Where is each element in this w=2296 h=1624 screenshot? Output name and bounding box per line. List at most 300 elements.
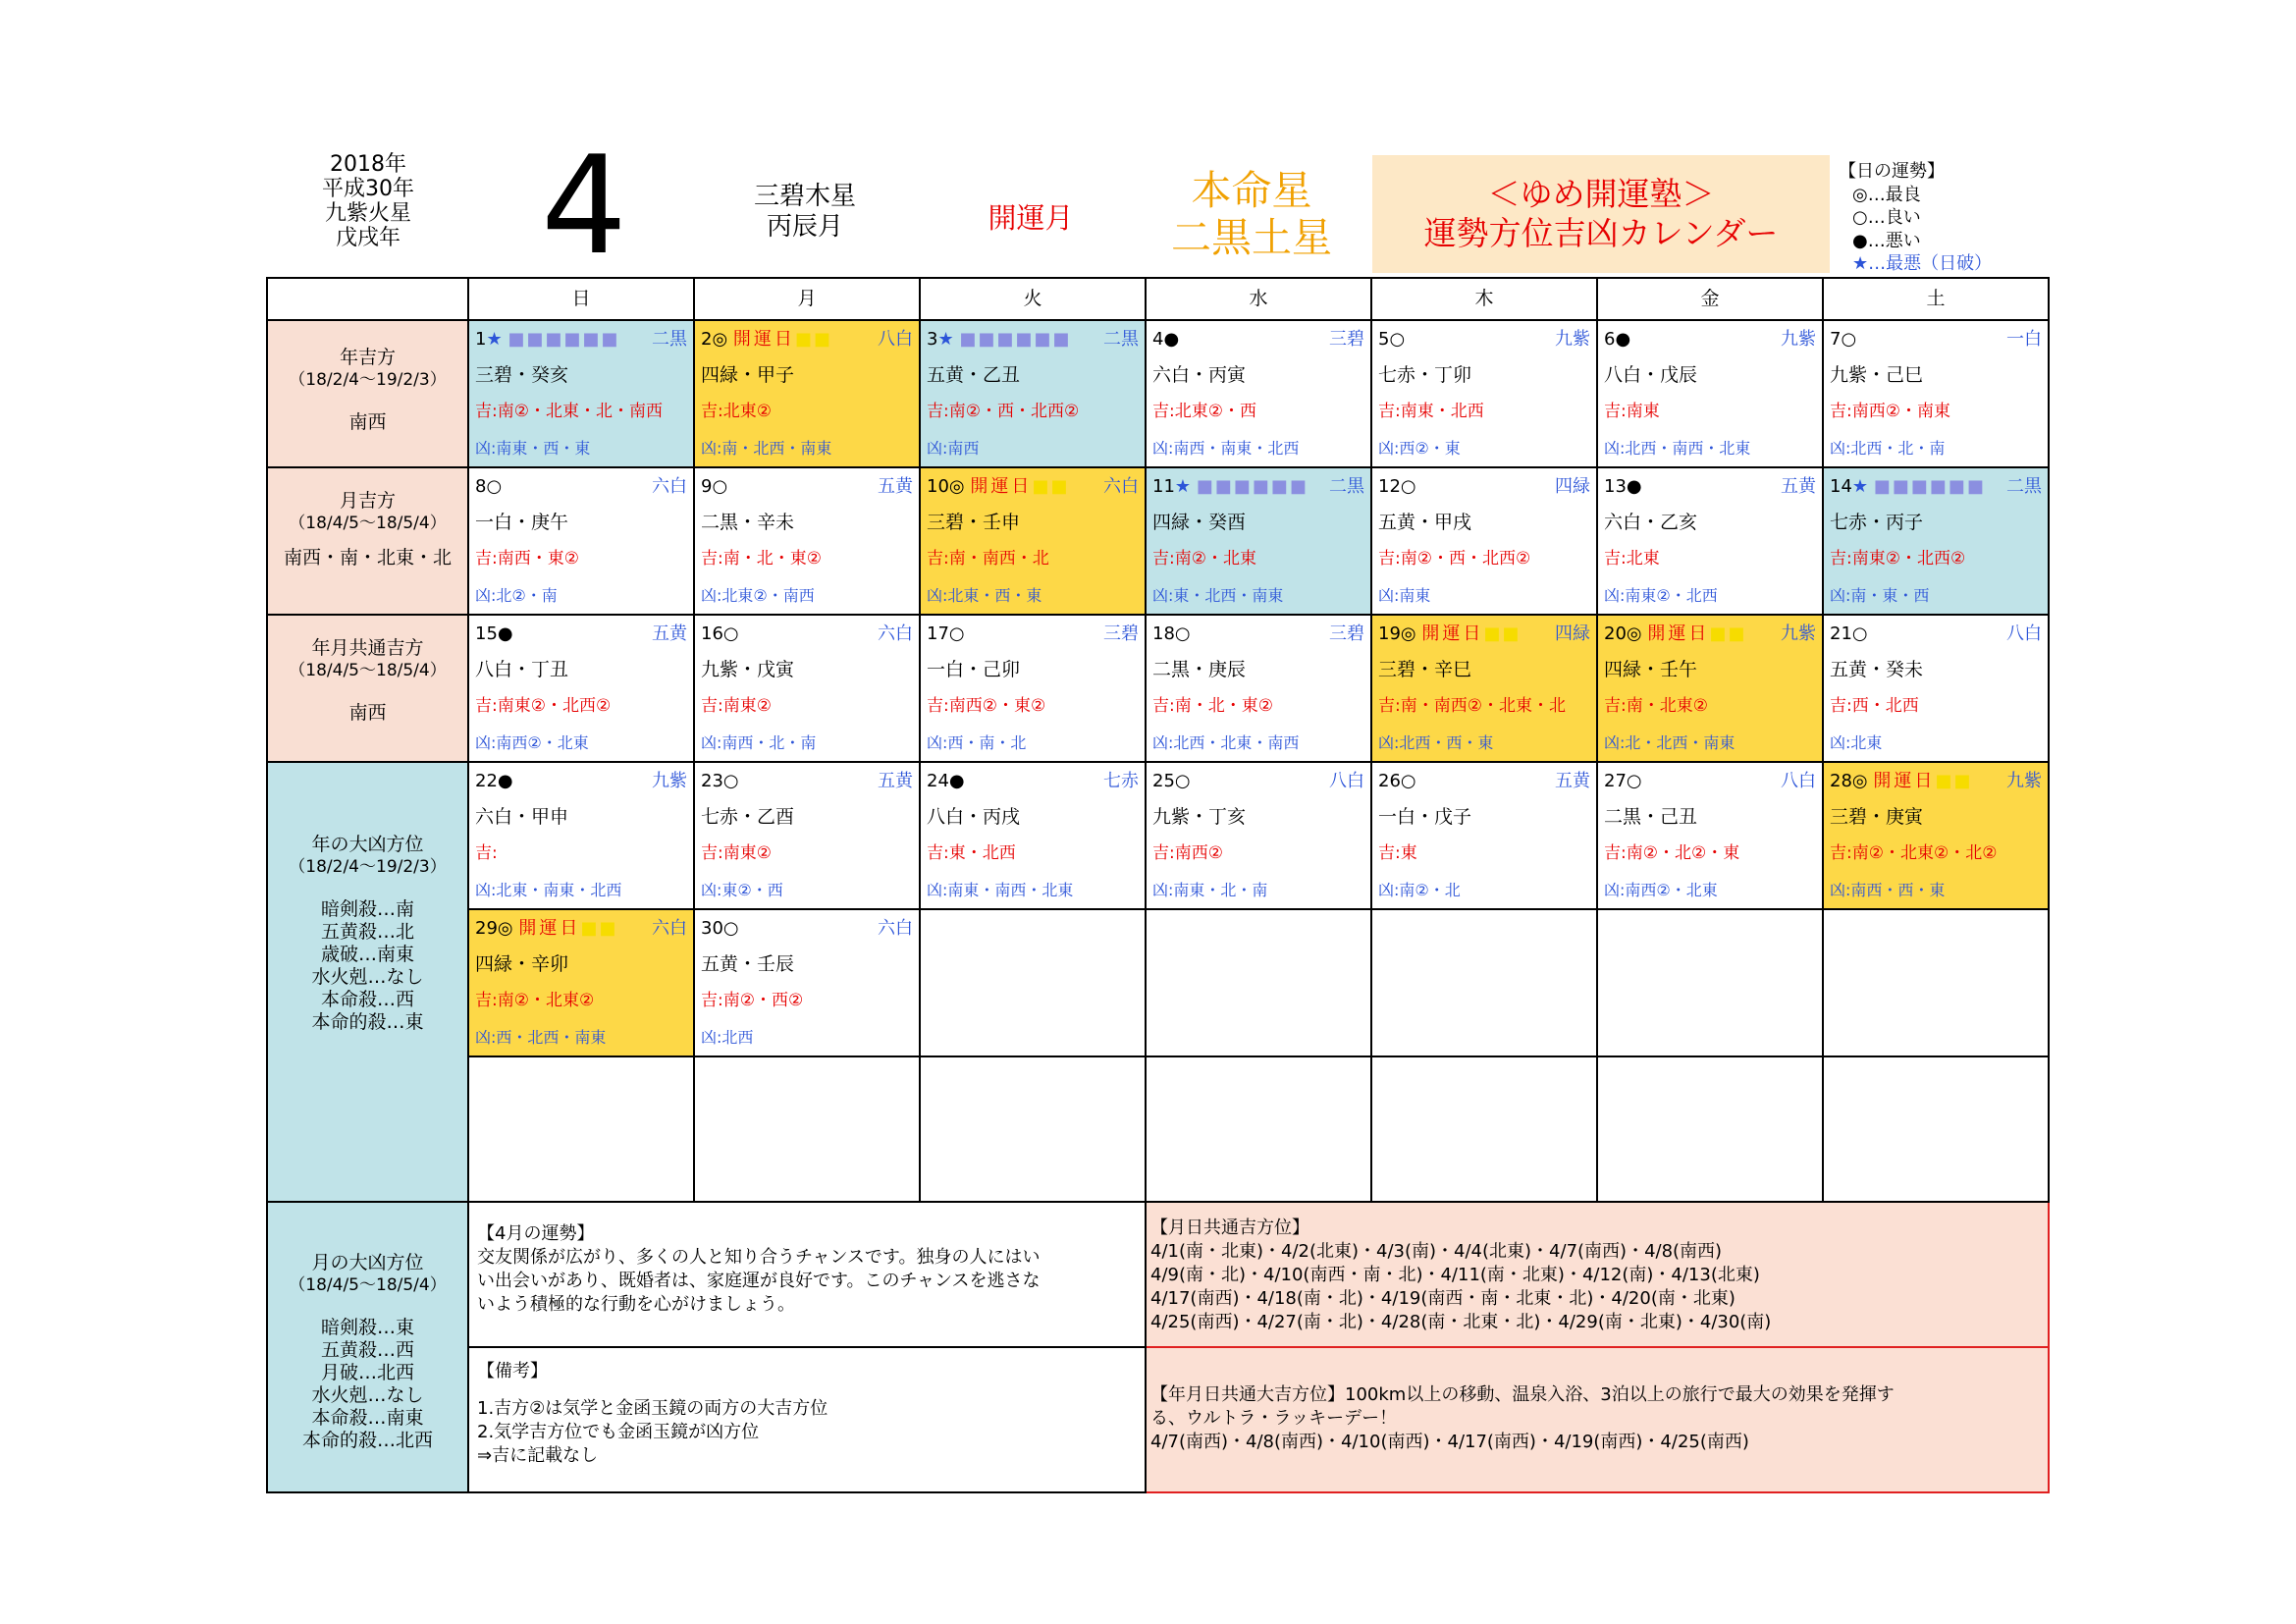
- day-kanshi: 九紫・丁亥: [1152, 806, 1247, 828]
- day-cell: [1597, 615, 1823, 762]
- worst-day-bars: ■■■■■■: [959, 329, 1072, 350]
- day-kanshi: 二黒・庚辰: [1152, 659, 1247, 680]
- corner-cell: [267, 278, 468, 320]
- day-kichi: 吉:南②・北東・北・南西: [475, 402, 663, 421]
- kyotsu-line: 4/25(南西)・4/27(南・北)・4/28(南・北東・北)・4/29(南・北東)・4/30(南): [1150, 1312, 1772, 1332]
- day-kanshi: 二黒・己丑: [1604, 806, 1698, 828]
- calendar-title: [1372, 155, 1830, 273]
- day-kanshi: 一白・庚午: [475, 512, 569, 533]
- day-star: 九紫: [652, 771, 687, 791]
- day-kanshi: 八白・丙戌: [927, 806, 1021, 828]
- day-star: 二黒: [1103, 329, 1139, 350]
- day-kanshi: 五黄・壬辰: [701, 953, 795, 975]
- luck-month-label: 開運月: [988, 201, 1074, 235]
- day-kanshi: 五黄・癸未: [1830, 659, 1924, 680]
- kyotsu-kichi-side: [267, 615, 468, 762]
- day-kichi: 吉:北東②・西: [1152, 402, 1256, 421]
- nen-kichi-side: [267, 320, 468, 467]
- fortune-mark: ◎: [948, 476, 965, 497]
- day-number: 5: [1378, 329, 1390, 350]
- kaiun-bars: ■■: [1483, 623, 1522, 644]
- fortune-mark: ●: [1163, 329, 1180, 350]
- fortune-mark: ◎: [1851, 771, 1868, 791]
- fortune-mark: ★: [1851, 476, 1869, 497]
- day-cell: [694, 909, 920, 1056]
- day-header: [1372, 468, 1596, 505]
- day-kyo: 凶:北西・南西・北東: [1604, 439, 1751, 458]
- side-item: 歳破…南東: [320, 944, 414, 965]
- fortune-mark: ◎: [712, 329, 728, 350]
- empty-day-cell: [920, 909, 1146, 1056]
- empty-day-cell: [1371, 909, 1597, 1056]
- day-kyo: 凶:南西②・北東: [475, 733, 589, 752]
- day-kanshi: 四緑・甲子: [701, 364, 795, 386]
- day-cell: [1371, 762, 1597, 909]
- day-number: 15: [475, 623, 498, 644]
- day-cell: [468, 615, 694, 762]
- day-kyo: 凶:南東・西・東: [475, 439, 591, 458]
- legend-worst: ★…最悪（日破）: [1852, 253, 1993, 274]
- day-kichi: 吉:南東②・北西②: [1830, 549, 1966, 568]
- fortune-mark: ○: [1174, 771, 1191, 791]
- kaiun-day-label: 開運日: [1647, 623, 1710, 644]
- day-header: [469, 321, 693, 357]
- day-cell: [920, 320, 1146, 467]
- day-kyo: 凶:北西: [701, 1028, 754, 1047]
- day-cell: [1597, 320, 1823, 467]
- day-star: 四緑: [1555, 476, 1590, 497]
- day-kanshi: 五黄・乙丑: [927, 364, 1021, 386]
- day-star: 八白: [2006, 623, 2042, 644]
- weekday-label: 火: [920, 278, 1146, 320]
- fortune-mark: ★: [486, 329, 503, 350]
- weekday-label: 月: [694, 278, 920, 320]
- empty-day-cell: [920, 1056, 1146, 1202]
- day-kyo: 凶:南東・南西・北東: [927, 881, 1074, 899]
- day-kyo: 凶:南西: [927, 439, 980, 458]
- day-kichi: 吉:北東: [1604, 549, 1660, 568]
- side-range: （18/4/5～18/5/4）: [289, 1275, 447, 1295]
- empty-day-cell: [1371, 1056, 1597, 1202]
- biko-line: ⇒吉に記載なし: [477, 1445, 599, 1466]
- day-star: 五黄: [1781, 476, 1816, 497]
- day-kyo: 凶:南西・西・東: [1830, 881, 1946, 899]
- day-number: 30: [701, 918, 723, 939]
- daikichi-line: 4/7(南西)・4/8(南西)・4/10(南西)・4/17(南西)・4/19(南西)・4/25(南西): [1150, 1432, 1749, 1452]
- kaiun-bars: ■■: [580, 918, 618, 939]
- day-kyo: 凶:北西・西・東: [1378, 733, 1494, 752]
- fortune-mark: ○: [1841, 329, 1857, 350]
- day-star: 六白: [1103, 476, 1139, 497]
- daikichi-box: [1146, 1347, 2049, 1492]
- day-cell: [1371, 615, 1597, 762]
- day-star: 三碧: [1103, 623, 1139, 644]
- day-kyo: 凶:西・南・北: [927, 733, 1027, 752]
- day-header: [1147, 763, 1370, 799]
- day-star: 八白: [1329, 771, 1364, 791]
- day-number: 20: [1604, 623, 1627, 644]
- side-item: 暗剣殺…南: [320, 898, 414, 920]
- empty-day-cell: [1597, 1056, 1823, 1202]
- weekday-header: [267, 278, 2049, 320]
- day-number: 24: [927, 771, 949, 791]
- day-kyo: 凶:南・東・西: [1830, 586, 1930, 605]
- fortune-line: いよう積極的な行動を心がけましょう。: [477, 1294, 795, 1315]
- day-header: [1372, 763, 1596, 799]
- day-star: 二黒: [2006, 476, 2042, 497]
- fortune-title: 【4月の運勢】: [477, 1223, 595, 1244]
- day-star: 五黄: [1555, 771, 1590, 791]
- fortune-mark: ●: [948, 771, 965, 791]
- day-header: [1824, 616, 2048, 652]
- day-star: 三碧: [1329, 329, 1364, 350]
- day-cell: [920, 762, 1146, 909]
- month-star-line: 三碧木星: [753, 182, 856, 211]
- day-header: [1372, 616, 1596, 652]
- day-number: 27: [1604, 771, 1627, 791]
- day-number: 29: [475, 918, 498, 939]
- fortune-mark: ○: [722, 918, 739, 939]
- day-kichi: 吉:: [475, 843, 498, 863]
- fortune-mark: ●: [1626, 476, 1642, 497]
- side-item: 暗剣殺…東: [320, 1317, 414, 1338]
- kaiun-day-label: 開運日: [970, 476, 1033, 497]
- day-kichi: 吉:南②・西・北西②: [927, 402, 1080, 421]
- day-kyo: 凶:南西・北・南: [701, 733, 817, 752]
- side-item: 本命的殺…東: [311, 1011, 424, 1033]
- side-range: （18/2/4～19/2/3）: [289, 857, 447, 877]
- day-kyo: 凶:南東・北・南: [1152, 881, 1268, 899]
- day-header: [1598, 321, 1822, 357]
- day-kanshi: 六白・乙亥: [1604, 512, 1698, 533]
- kyotsu-line: 4/9(南・北)・4/10(南西・南・北)・4/11(南・北東)・4/12(南)・4/13(北東): [1150, 1265, 1760, 1285]
- day-kichi: 吉:南②・北東②: [475, 991, 595, 1010]
- day-cell: [468, 320, 694, 467]
- day-cell: [694, 320, 920, 467]
- day-kyo: 凶:北西・北・南: [1830, 439, 1946, 458]
- side-title: 年吉方: [339, 347, 396, 368]
- day-star: 五黄: [652, 623, 687, 644]
- day-kyo: 凶:南東②・北西: [1604, 586, 1718, 605]
- honmei-line: 本命星: [1191, 167, 1312, 214]
- day-star: 六白: [878, 918, 913, 939]
- side-item: 五黄殺…北: [320, 921, 414, 943]
- day-header: [921, 763, 1145, 799]
- side-title: 月の大凶方位: [311, 1252, 424, 1273]
- day-kanshi: 七赤・丁卯: [1378, 364, 1472, 386]
- day-kyo: 凶:北・北西・南東: [1604, 733, 1735, 752]
- day-star: 八白: [1781, 771, 1816, 791]
- day-kanshi: 九紫・戊寅: [701, 659, 795, 680]
- day-kichi: 吉:南②・西②: [701, 991, 804, 1010]
- day-kanshi: 三碧・壬申: [927, 512, 1021, 533]
- kyotsu-line: 4/17(南西)・4/18(南・北)・4/19(南西・南・北東・北)・4/20(南・北東): [1150, 1288, 1735, 1309]
- day-kanshi: 三碧・庚寅: [1830, 806, 1924, 828]
- day-star: 九紫: [1781, 623, 1816, 644]
- day-cell: [1823, 615, 2049, 762]
- day-kanshi: 九紫・己巳: [1830, 364, 1924, 386]
- day-header: [1147, 616, 1370, 652]
- fortune-mark: ◎: [497, 918, 513, 939]
- day-kichi: 吉:南東②: [701, 696, 772, 716]
- day-number: 12: [1378, 476, 1401, 497]
- day-kyo: 凶:南・北西・南東: [701, 439, 832, 458]
- day-number: 17: [927, 623, 949, 644]
- day-kanshi: 五黄・甲戌: [1378, 512, 1472, 533]
- side-range: （18/4/5～18/5/4）: [289, 514, 447, 533]
- day-number: 4: [1152, 329, 1164, 350]
- weekday-label: 水: [1146, 278, 1371, 320]
- day-header: [921, 321, 1145, 357]
- day-number: 1: [475, 329, 487, 350]
- day-header: [469, 763, 693, 799]
- day-number: 25: [1152, 771, 1175, 791]
- daikichi-line: る、ウルトラ・ラッキーデー！: [1150, 1408, 1398, 1429]
- day-number: 26: [1378, 771, 1401, 791]
- title-line: 運勢方位吉凶カレンダー: [1423, 214, 1779, 252]
- title-line: ＜ゆめ開運塾＞: [1487, 175, 1715, 213]
- day-cell: [468, 909, 694, 1056]
- day-header: [469, 910, 693, 947]
- fortune-mark: ★: [937, 329, 954, 350]
- day-kichi: 吉:南・北・東②: [1152, 696, 1273, 716]
- day-kyo: 凶:東・北西・南東: [1152, 586, 1284, 605]
- fortune-mark: ◎: [1400, 623, 1416, 644]
- day-header: [695, 468, 919, 505]
- biko-box: [468, 1347, 1146, 1492]
- day-kyo: 凶:北東: [1830, 733, 1883, 752]
- day-kyo: 凶:西②・東: [1378, 439, 1461, 458]
- day-cell: [1823, 320, 2049, 467]
- day-kanshi: 二黒・辛未: [701, 512, 795, 533]
- day-header: [695, 616, 919, 652]
- day-kanshi: 四緑・癸酉: [1152, 512, 1247, 533]
- side-value: 南西: [348, 411, 387, 433]
- day-kanshi: 三碧・癸亥: [475, 364, 569, 386]
- day-star: 六白: [652, 918, 687, 939]
- nen-daikyo-side: [267, 762, 468, 1202]
- empty-day-cell: [1823, 1056, 2049, 1202]
- day-kichi: 吉:南西②・南東: [1830, 402, 1950, 421]
- kyotsu-kichi-box: [1146, 1202, 2049, 1347]
- day-header: [695, 763, 919, 799]
- day-star: 八白: [878, 329, 913, 350]
- fortune-mark: ○: [1400, 771, 1416, 791]
- day-header: [1824, 468, 2048, 505]
- day-kichi: 吉:南西②・東②: [927, 696, 1046, 716]
- day-number: 13: [1604, 476, 1627, 497]
- day-kyo: 凶:南②・北: [1378, 881, 1461, 899]
- day-kanshi: 三碧・辛巳: [1378, 659, 1472, 680]
- fortune-mark: ○: [1851, 623, 1868, 644]
- day-kichi: 吉:南②・北東: [1152, 549, 1256, 568]
- day-cell: [1597, 467, 1823, 615]
- side-title: 年月共通吉方: [311, 637, 424, 659]
- day-star: 四緑: [1555, 623, 1590, 644]
- day-number: 2: [701, 329, 713, 350]
- day-cell: [920, 615, 1146, 762]
- day-kyo: 凶:北東②・南西: [701, 586, 815, 605]
- side-item: 本命殺…南東: [311, 1407, 424, 1429]
- month-star-line: 丙辰月: [766, 212, 843, 242]
- day-cell: [468, 762, 694, 909]
- worst-day-bars: ■■■■■■: [507, 329, 620, 350]
- day-number: 16: [701, 623, 723, 644]
- day-header: [695, 321, 919, 357]
- day-kichi: 吉:南東②・北西②: [475, 696, 612, 716]
- honmei-star: [1148, 167, 1355, 261]
- day-kanshi: 八白・丁丑: [475, 659, 569, 680]
- kaiun-day-label: 開運日: [1873, 771, 1936, 791]
- side-item: 水火剋…なし: [311, 1384, 424, 1406]
- day-kichi: 吉:南②・北東②・北②: [1830, 843, 1998, 863]
- empty-day-cell: [1146, 1056, 1371, 1202]
- weekday-label: 木: [1371, 278, 1597, 320]
- day-number: 14: [1830, 476, 1852, 497]
- day-kyo: 凶:北②・南: [475, 586, 558, 605]
- day-number: 7: [1830, 329, 1842, 350]
- day-kichi: 吉:南東・北西: [1378, 402, 1484, 421]
- day-kichi: 吉:南・北・東②: [701, 549, 822, 568]
- side-value: 南西: [348, 702, 387, 724]
- day-header: [1824, 321, 2048, 357]
- day-kanshi: 四緑・壬午: [1604, 659, 1698, 680]
- side-range: （18/4/5～18/5/4）: [289, 661, 447, 680]
- day-kyo: 凶:西・北西・南東: [475, 1028, 607, 1047]
- day-number: 22: [475, 771, 498, 791]
- day-star: 一白: [2006, 329, 2042, 350]
- day-kichi: 吉:南西②: [1152, 843, 1223, 863]
- month-fortune-box: [468, 1202, 1146, 1347]
- day-star: 六白: [878, 623, 913, 644]
- day-number: 8: [475, 476, 487, 497]
- tsuki-kichi-side: [267, 467, 468, 615]
- day-kyo: 凶:北西・北東・南西: [1152, 733, 1300, 752]
- day-cell: [1371, 320, 1597, 467]
- day-cell: [694, 615, 920, 762]
- tsuki-daikyo-side: [267, 1202, 468, 1492]
- biko-line: 2.気学吉方位でも金函玉鏡が凶方位: [477, 1422, 760, 1442]
- day-cell: [1146, 615, 1371, 762]
- day-number: 10: [927, 476, 949, 497]
- legend-title: 【日の運勢】: [1839, 161, 1945, 182]
- weekday-label: 日: [468, 278, 694, 320]
- day-cell: [1823, 762, 2049, 909]
- year-line: 2018年: [330, 152, 406, 177]
- side-item: 月破…北西: [320, 1362, 414, 1383]
- kaiun-bars: ■■: [1709, 623, 1747, 644]
- kaiun-day-label: 開運日: [732, 329, 795, 350]
- day-star: 九紫: [1555, 329, 1590, 350]
- weekday-label: 金: [1597, 278, 1823, 320]
- kaiun-bars: ■■: [1032, 476, 1070, 497]
- day-number: 11: [1152, 476, 1175, 497]
- day-header: [1147, 468, 1370, 505]
- month-star: [726, 182, 883, 243]
- day-star: 七赤: [1103, 771, 1139, 791]
- fortune-mark: ●: [1615, 329, 1631, 350]
- kyotsu-line: 4/1(南・北東)・4/2(北東)・4/3(南)・4/4(北東)・4/7(南西)・4/8(南西): [1150, 1241, 1723, 1262]
- day-cell: [1597, 762, 1823, 909]
- daikichi-line: 【年月日共通大吉方位】100km以上の移動、温泉入浴、3泊以上の旅行で最大の効果を発揮す: [1150, 1384, 1895, 1405]
- day-kanshi: 七赤・乙酉: [701, 806, 795, 828]
- day-cell: [1146, 467, 1371, 615]
- side-title: 月吉方: [339, 490, 396, 512]
- day-header: [1598, 616, 1822, 652]
- day-kichi: 吉:南②・北②・東: [1604, 843, 1740, 863]
- day-kichi: 吉:南東: [1604, 402, 1660, 421]
- kaiun-day-label: 開運日: [1421, 623, 1484, 644]
- day-kyo: 凶:北東・南東・北西: [475, 881, 622, 899]
- empty-day-cell: [468, 1056, 694, 1202]
- day-cell: [694, 762, 920, 909]
- day-kanshi: 一白・己卯: [927, 659, 1021, 680]
- year-line: 戊戌年: [335, 226, 400, 250]
- day-kyo: 凶:北東・西・東: [927, 586, 1042, 605]
- fortune-mark: ●: [497, 623, 513, 644]
- side-value: 南西・南・北東・北: [283, 547, 452, 568]
- legend: [1839, 160, 1992, 276]
- day-kichi: 吉:東: [1378, 843, 1417, 863]
- day-kichi: 吉:東・北西: [927, 843, 1016, 863]
- fortune-mark: ○: [712, 476, 728, 497]
- day-kanshi: 七赤・丙子: [1830, 512, 1924, 533]
- day-header: [469, 468, 693, 505]
- day-kanshi: 六白・甲申: [475, 806, 569, 828]
- day-number: 21: [1830, 623, 1852, 644]
- fortune-mark: ○: [1400, 476, 1416, 497]
- day-kichi: 吉:西・北西: [1830, 696, 1919, 716]
- day-cell: [1371, 467, 1597, 615]
- day-star: 五黄: [878, 771, 913, 791]
- fortune-mark: ○: [1389, 329, 1406, 350]
- day-kichi: 吉:南・北東②: [1604, 696, 1708, 716]
- day-number: 18: [1152, 623, 1175, 644]
- month-number: 4: [541, 127, 627, 285]
- side-item: 五黄殺…西: [320, 1339, 414, 1361]
- day-header: [921, 616, 1145, 652]
- biko-title: 【備考】: [477, 1361, 548, 1381]
- day-kanshi: 四緑・辛卯: [475, 953, 569, 975]
- fortune-mark: ○: [948, 623, 965, 644]
- empty-day-cell: [1597, 909, 1823, 1056]
- day-cell: [1146, 320, 1371, 467]
- day-number: 19: [1378, 623, 1401, 644]
- day-number: 9: [701, 476, 713, 497]
- day-header: [469, 616, 693, 652]
- day-kyo: 凶:南西②・北東: [1604, 881, 1718, 899]
- day-kyo: 凶:南東: [1378, 586, 1431, 605]
- day-cell: [468, 467, 694, 615]
- day-kichi: 吉:南・南西・北: [927, 549, 1049, 568]
- fortune-mark: ○: [1626, 771, 1642, 791]
- calendar-grid: [266, 277, 2050, 1493]
- fortune-mark: ◎: [1626, 623, 1642, 644]
- fortune-mark: ○: [722, 771, 739, 791]
- day-star: 六白: [652, 476, 687, 497]
- side-range: （18/2/4～19/2/3）: [289, 370, 447, 390]
- day-kanshi: 八白・戊辰: [1604, 364, 1698, 386]
- day-number: 23: [701, 771, 723, 791]
- day-header: [1372, 321, 1596, 357]
- day-kichi: 吉:南②・西・北西②: [1378, 549, 1531, 568]
- day-kyo: 凶:東②・西: [701, 881, 783, 899]
- day-cell: [1823, 467, 2049, 615]
- legend-best: ◎…最良: [1852, 184, 1921, 205]
- day-number: 3: [927, 329, 938, 350]
- year-line: 平成30年: [322, 177, 414, 201]
- day-cell: [694, 467, 920, 615]
